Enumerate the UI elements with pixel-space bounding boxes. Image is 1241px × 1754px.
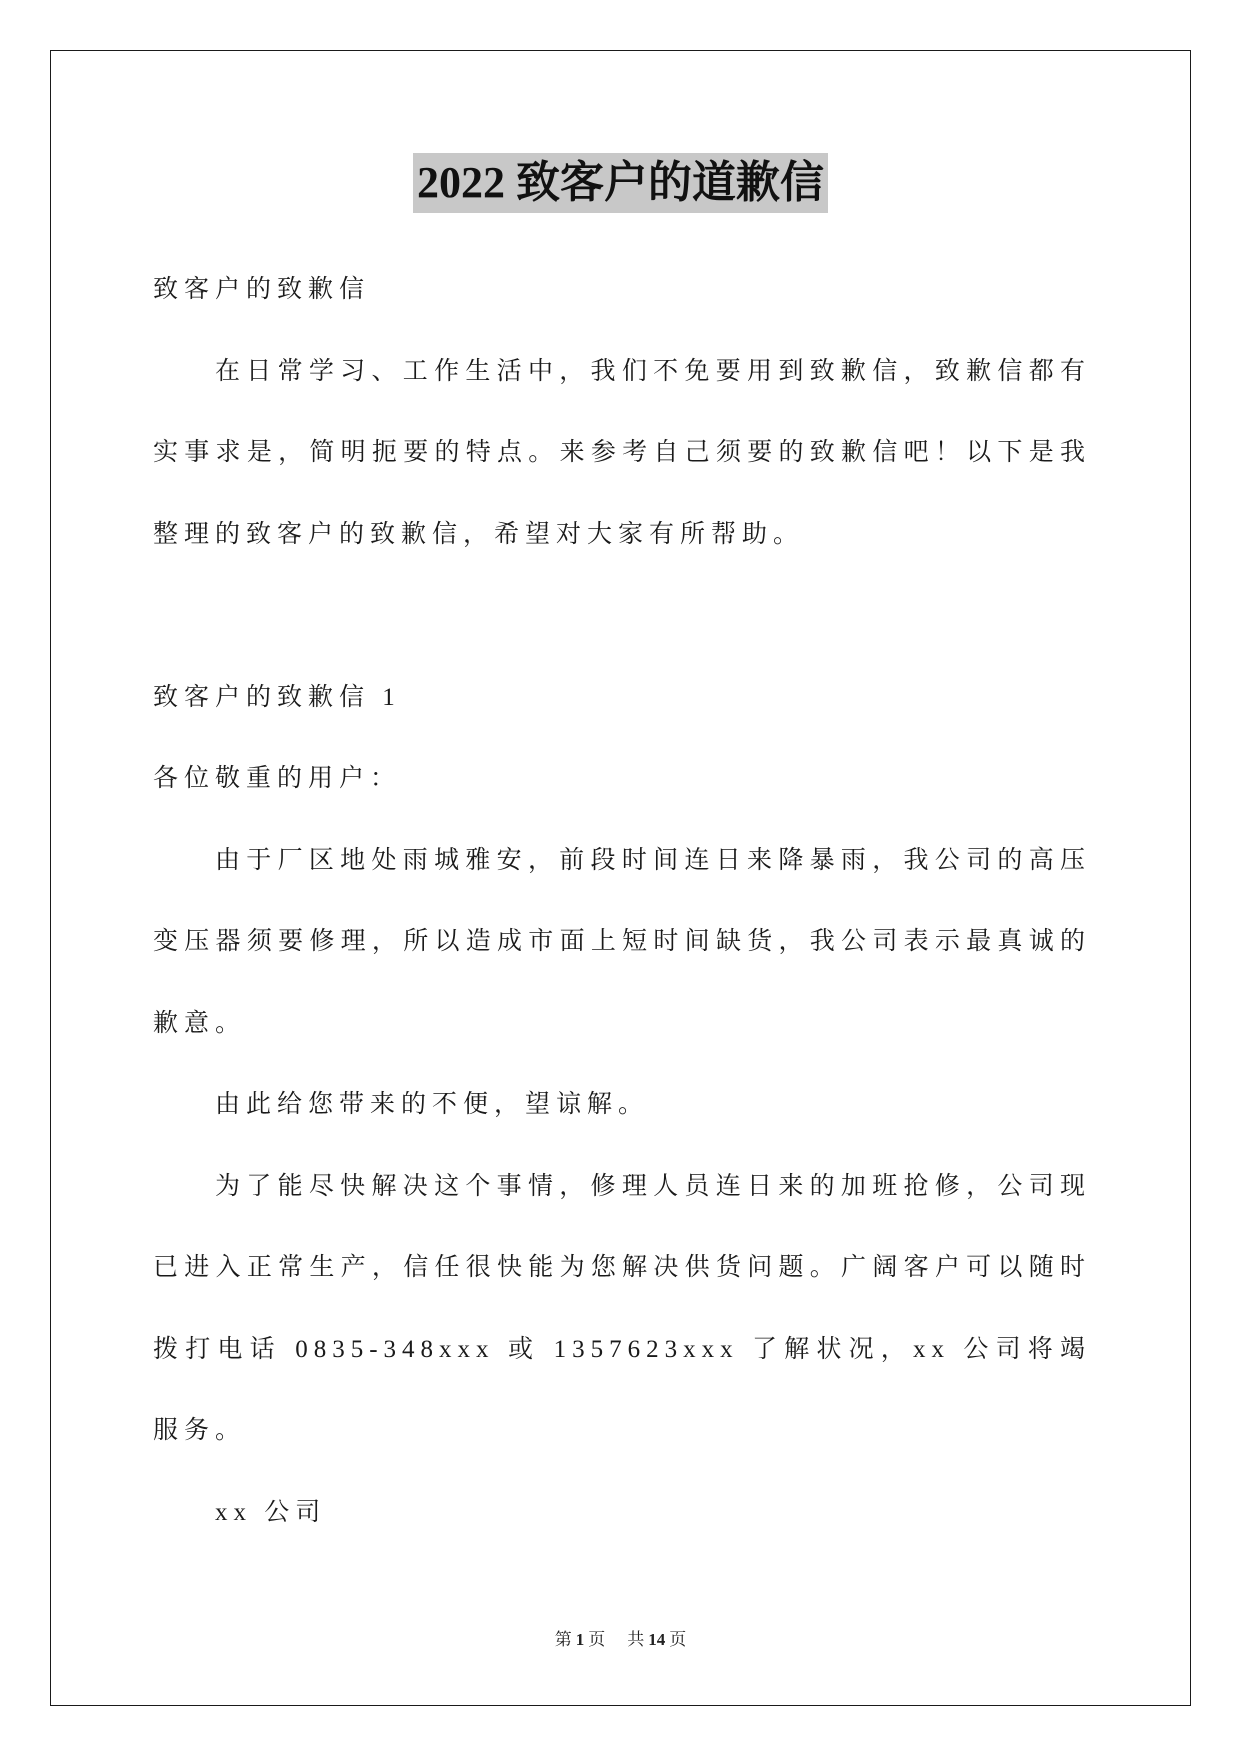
page-prefix: 第 bbox=[554, 1630, 572, 1649]
paragraph-line: 变压器须要修理，所以造成市面上短时间缺货，我公司表示最真诚的 bbox=[153, 928, 1091, 955]
paragraph-line: 实事求是，简明扼要的特点。来参考自己须要的致歉信吧！以下是我 bbox=[153, 439, 1091, 466]
paragraph-line: 服务。 bbox=[153, 1417, 247, 1444]
paragraph-line: 歉意。 bbox=[153, 1009, 247, 1037]
total-suffix: 页 bbox=[669, 1630, 687, 1649]
page-footer bbox=[0, 1627, 1241, 1653]
document-title: 2022 致客户的道歉信 bbox=[413, 153, 828, 213]
letter-paragraph bbox=[153, 820, 1091, 1065]
paragraph-line: 为了能尽快解决这个事情，修理人员连日来的加班抢修，公司现 bbox=[215, 1172, 1091, 1200]
collection-heading: 致客户的致歉信 bbox=[153, 276, 371, 303]
total-pages: 14 bbox=[648, 1630, 666, 1649]
document-body bbox=[153, 249, 1091, 1553]
paragraph-line: 由此给您带来的不便，望谅解。 bbox=[215, 1091, 650, 1118]
paragraph-line: 在日常学习、工作生活中，我们不免要用到致歉信，致歉信都有 bbox=[215, 357, 1091, 385]
page-number: 1 bbox=[575, 1630, 585, 1649]
letter-paragraph bbox=[153, 1064, 1091, 1146]
paragraph-line: 整理的致客户的致歉信，希望对大家有所帮助。 bbox=[153, 520, 805, 548]
title-container bbox=[0, 153, 1241, 213]
blank-line bbox=[153, 575, 1091, 657]
salutation: 各位敬重的用户： bbox=[153, 765, 402, 792]
paragraph-line: 拨打电话 0835-348xxx 或 1357623xxx 了解状况，xx 公司将竭 bbox=[153, 1335, 1091, 1363]
letter-heading: 致客户的致歉信 1 bbox=[153, 683, 401, 711]
letter-paragraph bbox=[153, 1146, 1091, 1472]
paragraph-line: 由于厂区地处雨城雅安，前段时间连日来降暴雨，我公司的高压 bbox=[215, 846, 1091, 874]
intro-paragraph bbox=[153, 331, 1091, 576]
page-suffix: 页 bbox=[588, 1630, 606, 1649]
signature: xx 公司 bbox=[215, 1498, 327, 1526]
total-prefix: 共 bbox=[627, 1630, 645, 1649]
paragraph-line: 已进入正常生产，信任很快能为您解决供货问题。广阔客户可以随时 bbox=[153, 1254, 1091, 1281]
